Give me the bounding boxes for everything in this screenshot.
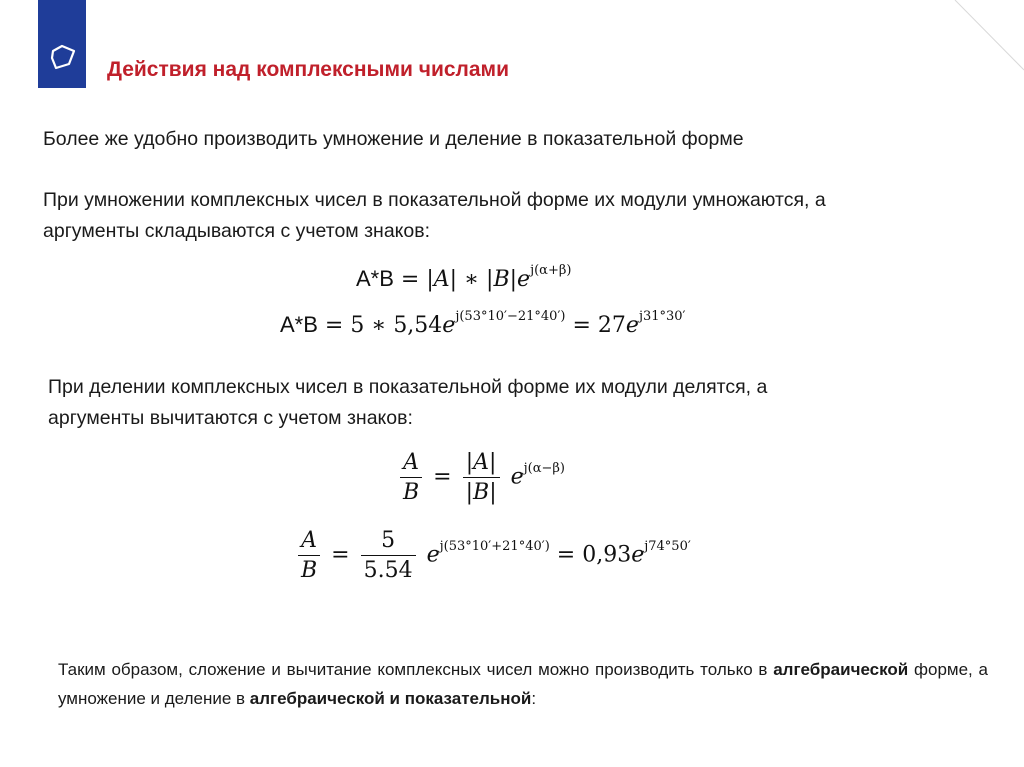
page-title: Действия над комплексными числами <box>107 58 510 81</box>
multiplication-formula-example: A*B = 5 ∗ $5,54e^{j(53^\circ 10'-21^\circ 40')} = 27e^{j31^\circ 30'}$ <box>280 309 686 338</box>
multiplication-formula-general: A*B = |A| ∗ $|B|e^{j(\alpha+\beta)}$ <box>356 263 572 292</box>
intro-text: Более же удобно производить умножение и деление в показательной форме <box>43 128 744 150</box>
fraction-moduli: $\frac{|A|}{|B|}$ <box>463 450 500 505</box>
accent-bar <box>38 0 86 88</box>
bold-algebraic: алгебраической <box>773 660 909 679</box>
division-formula-general: $\frac{A}{B}$ = $\frac{|A|}{|B|}$ $e^{j(\alpha-\beta)}$ <box>396 450 565 505</box>
fraction-values: $\frac{5}{5.54}$ <box>361 528 416 583</box>
fraction-a-over-b-example: $\frac{A}{B}$ <box>298 528 320 583</box>
multiplication-text-line1: При умножении комплексных чисел в показательной форме их модули умножаются, а <box>43 189 826 211</box>
folded-paper-icon <box>48 42 78 72</box>
division-text-line1: При делении комплексных чисел в показательной форме их модули делятся, а <box>48 376 768 398</box>
bold-algebraic-and-exponential: алгебраической и показательной <box>249 689 532 708</box>
fraction-a-over-b: $\frac{A}{B}$ <box>400 450 422 505</box>
multiplication-text-line2: аргументы складываются с учетом знаков: <box>43 220 431 242</box>
conclusion-paragraph: Таким образом, сложение и вычитание комплексных чисел можно производить только в алгебраической форме, а умножение и деление в алгебраической и показательной: <box>58 660 988 708</box>
division-text-line2: аргументы вычитаются с учетом знаков: <box>48 407 413 429</box>
division-formula-example: $\frac{A}{B}$ = $\frac{5}{5.54}$ $e^{j(53^\circ 10'+21^\circ 40')} = 0,93e^{j74^\circ 50'}$ <box>294 528 691 583</box>
